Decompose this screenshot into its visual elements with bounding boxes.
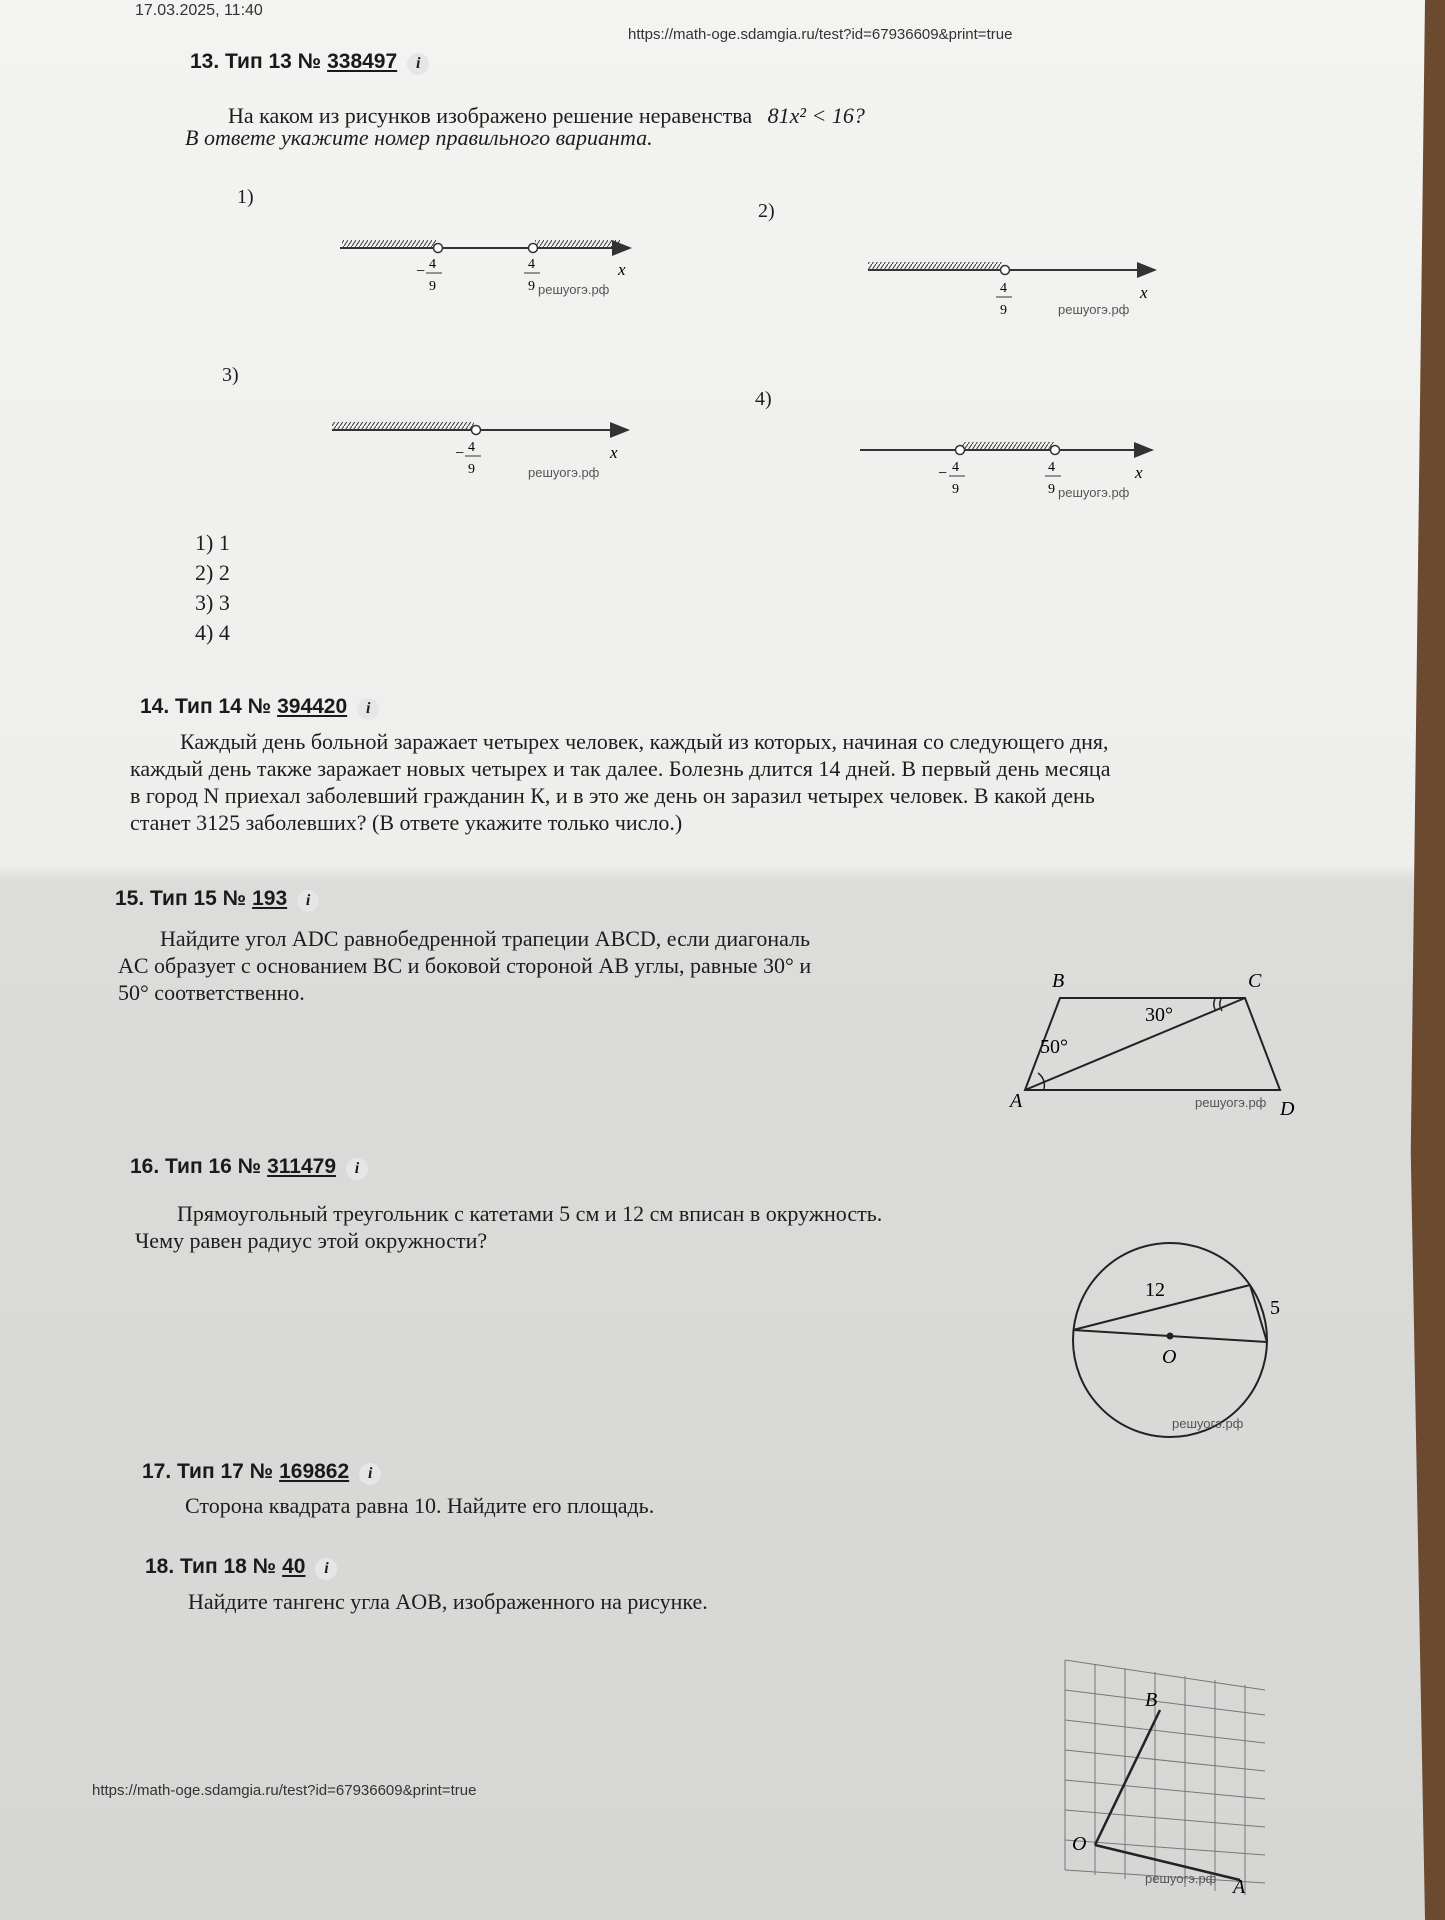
watermark: решуогэ.рф [1195,1095,1267,1110]
task-13-formula: 81x² < 16? [767,103,865,128]
number-line-4 [860,442,1152,500]
tick-pos-den: 9 [1048,482,1055,497]
task-14-header [140,695,379,720]
footer-url: https://math-oge.sdamgia.ru/test?id=67936609&print=true [92,1782,477,1799]
tick-pos-den: 9 [528,279,535,294]
point-b: B [1145,1689,1158,1711]
tick-neg-den: 9 [952,482,959,497]
task-14-text [130,728,1330,836]
text-line: каждый день также заражает новых четырех и так далее. Болезнь длится 14 дней. В первый день месяца [130,756,1111,781]
point-o: O [1072,1833,1087,1855]
center-o: O [1162,1346,1177,1368]
vertex-a: A [1010,1090,1023,1112]
text-line: AC образует с основанием BC и боковой стороной AB углы, равные 30° и [118,953,812,978]
task-16-text [135,1200,1085,1254]
task-18-number-link[interactable]: 40 [282,1555,306,1578]
axis-var: x [618,260,626,279]
minus-sign: − [938,465,948,482]
task-16-type: 16. Тип 16 № [130,1155,262,1178]
task-14-type: 14. Тип 14 № [140,695,272,718]
option-4-label: 4) [755,388,772,410]
print-datetime: 17.03.2025, 11:40 [135,2,263,19]
tick-neg-den: 9 [429,279,436,294]
task-18-text: Найдите тангенс угла AOB, изображенного на рисунке. [188,1589,708,1614]
answer-option[interactable]: 4) 4 [195,620,230,645]
axis-var: x [610,443,618,462]
answer-option[interactable]: 1) 1 [195,530,230,555]
tick-pos-den: 9 [1000,303,1007,318]
circle-figure [1060,1240,1290,1450]
vertex-c: C [1248,970,1262,992]
tick-pos-num: 4 [1000,281,1007,296]
task-15-header [115,887,319,912]
vertex-d: D [1280,1098,1295,1120]
task-14-number-link[interactable]: 394420 [277,695,348,718]
grid-figure [1055,1655,1285,1915]
grid-lines [1065,1660,1265,1895]
text-line: станет 3125 заболевших? (В ответе укажите только число.) [130,810,683,835]
task-16-number-link[interactable]: 311479 [267,1155,337,1178]
answer-option[interactable]: 2) 2 [195,560,230,585]
trapezoid-figure [980,965,1310,1125]
info-icon[interactable]: i [346,1158,368,1180]
tick-pos-num: 4 [1048,460,1055,475]
info-icon[interactable]: i [359,1463,381,1485]
text-line: 50° соответственно. [118,980,305,1005]
tick-neg-num: 4 [429,257,436,272]
watermark: решуогэ.рф [1058,485,1130,500]
tick-neg-num: 4 [952,460,959,475]
task-16-header [130,1155,368,1180]
info-icon[interactable]: i [407,53,429,75]
task-13-text: На каком из рисунков изображено решение неравенства [228,103,753,128]
task-13-answers [195,528,230,648]
task-15-number-link[interactable]: 193 [252,887,288,910]
text-line: Чему равен радиус этой окружности? [135,1228,488,1253]
leg-5-label: 5 [1270,1297,1280,1319]
axis-var: x [1140,283,1148,302]
minus-sign: − [455,445,465,462]
info-icon[interactable]: i [315,1558,337,1580]
number-line-1 [340,240,630,297]
watermark: решуогэ.рф [1145,1871,1217,1886]
task-18-header [145,1555,337,1580]
number-line-2 [868,262,1155,318]
task-17-text: Сторона квадрата равна 10. Найдите его площадь. [185,1493,655,1518]
text-line: Каждый день больной заражает четырех человек, каждый из которых, начиная со следующего дня, [180,729,1109,754]
watermark: решуогэ.рф [528,465,600,480]
task-15-text [118,925,998,1006]
tick-neg-den: 9 [468,462,475,477]
task-17-header [142,1460,381,1485]
task-15-type: 15. Тип 15 № [115,887,247,910]
info-icon[interactable]: i [357,698,379,720]
task-13-type: 13. Тип 13 № [190,50,322,73]
option-1-label: 1) [237,186,254,208]
task-13-number-link[interactable]: 338497 [327,50,398,73]
answer-option[interactable]: 3) 3 [195,590,230,615]
axis-var: x [1135,463,1143,482]
task-17-type: 17. Тип 17 № [142,1460,274,1483]
angle-30: 30° [1145,1004,1173,1026]
option-3-label: 3) [222,364,239,386]
task-18-type: 18. Тип 18 № [145,1555,277,1578]
minus-sign: − [416,263,426,280]
point-a: A [1233,1876,1246,1898]
task-13-note: В ответе укажите номер правильного варианта. [185,125,653,150]
angle-50: 50° [1040,1036,1068,1058]
print-url: https://math-oge.sdamgia.ru/test?id=67936609&print=true [628,26,1013,43]
task-13-number-lines [0,0,1445,560]
info-icon[interactable]: i [297,890,319,912]
text-line: Прямоугольный треугольник с катетами 5 см и 12 см вписан в окружность. [177,1201,883,1226]
vertex-b: B [1052,970,1065,992]
tick-pos-num: 4 [528,257,535,272]
number-line-3 [332,422,628,480]
leg-12-label: 12 [1145,1279,1165,1301]
watermark: решуогэ.рф [1172,1416,1244,1431]
watermark: решуогэ.рф [1058,302,1130,317]
text-line: в город N приехал заболевший гражданин К, и в это же день он заразил четырех человек. В какой день [130,783,1095,808]
text-line: Найдите угол ADC равнобедренной трапеции ABCD, если диагональ [160,926,811,951]
tick-neg-num: 4 [468,440,475,455]
option-2-label: 2) [758,200,775,222]
watermark: решуогэ.рф [538,282,610,297]
task-17-number-link[interactable]: 169862 [279,1460,350,1483]
